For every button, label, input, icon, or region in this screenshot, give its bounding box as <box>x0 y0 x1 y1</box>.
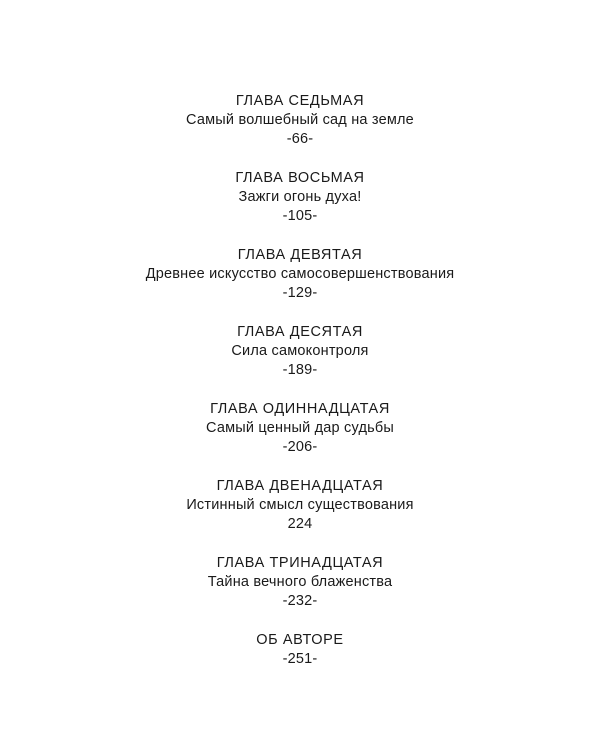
page-number: 224 <box>287 516 313 532</box>
chapter-title: Тайна вечного блаженства <box>207 574 393 590</box>
page-number: -206- <box>282 439 318 455</box>
toc-entry-chapter-8[interactable] <box>0 169 600 246</box>
page-number: -129- <box>282 285 318 301</box>
toc-entry-chapter-12[interactable] <box>0 477 600 554</box>
page-number: -189- <box>282 362 318 378</box>
chapter-title: Сила самоконтроля <box>231 343 369 359</box>
section-heading: ОБ АВТОРЕ <box>256 632 344 648</box>
toc-entry-chapter-9[interactable] <box>0 246 600 323</box>
chapter-title: Самый ценный дар судьбы <box>206 420 394 436</box>
chapter-heading: ГЛАВА ДВЕНАДЦАТАЯ <box>216 478 384 494</box>
chapter-heading: ГЛАВА ДЕВЯТАЯ <box>237 247 363 263</box>
chapter-heading: ГЛАВА ВОСЬМАЯ <box>235 170 365 186</box>
page-number: -251- <box>282 651 318 667</box>
toc-entry-about-author[interactable] <box>0 631 600 708</box>
chapter-heading: ГЛАВА ТРИНАДЦАТАЯ <box>216 555 384 571</box>
chapter-heading: ГЛАВА ОДИННАДЦАТАЯ <box>210 401 390 417</box>
chapter-title: Самый волшебный сад на земле <box>186 112 414 128</box>
toc-entry-chapter-7[interactable] <box>0 92 600 169</box>
toc-entry-chapter-13[interactable] <box>0 554 600 631</box>
chapter-title: Истинный смысл существования <box>186 497 414 513</box>
chapter-title: Древнее искусство самосовершенствования <box>145 266 455 282</box>
chapter-heading: ГЛАВА ДЕСЯТАЯ <box>237 324 363 340</box>
page-number: -105- <box>282 208 318 224</box>
toc-entry-chapter-10[interactable] <box>0 323 600 400</box>
chapter-title: Зажги огонь духа! <box>238 189 362 205</box>
page-number: -66- <box>286 131 314 147</box>
toc-entry-chapter-11[interactable] <box>0 400 600 477</box>
page-number: -232- <box>282 593 318 609</box>
chapter-heading: ГЛАВА СЕДЬМАЯ <box>235 93 365 109</box>
table-of-contents <box>0 92 600 708</box>
